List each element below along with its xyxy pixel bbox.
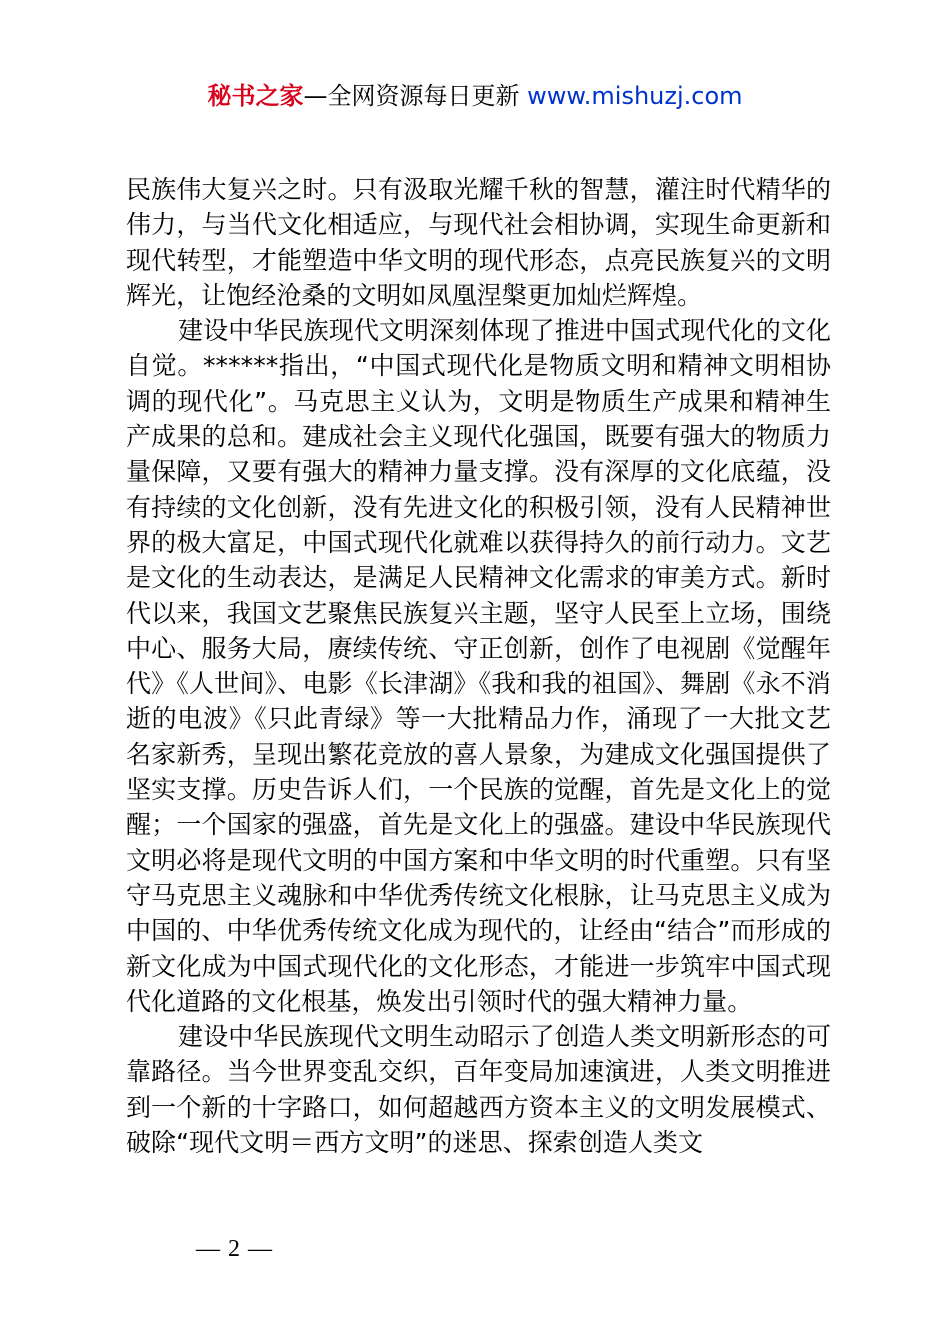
site-header xyxy=(0,80,950,112)
paragraph-1: 民族伟大复兴之时。只有汲取光耀千秋的智慧，灌注时代精华的伟力，与当代文化相适应，与现代社会相协调，实现生命更新和现代转型，才能塑造中华文明的现代形态，点亮民族复兴的文明辉光，让饱经沧桑的文明如凤凰涅槃更加灿烂辉煌。 xyxy=(126,175,831,310)
document-body xyxy=(126,172,831,1160)
page-number: — 2 — xyxy=(196,1236,273,1262)
paragraph-2: 建设中华民族现代文明深刻体现了推进中国式现代化的文化自觉。******指出，“中国式现代化是物质文明和精神文明相协调的现代化”。马克思主义认为，文明是物质生产成果和精神生产成果的总和。建成社会主义现代化强国，既要有强大的物质力量保障，又要有强大的精神力量支撑。没有深厚的文化底蕴，没有持续的文化创新，没有先进文化的积极引领，没有人民精神世界的极大富足，中国式现代化就难以获得持久的前行动力。文艺是文化的生动表达，是满足人民精神文化需求的审美方式。新时代以来，我国文艺聚焦民族复兴主题，坚守人民至上立场，围绕中心、服务大局，赓续传统、守正创新，创作了电视剧《觉醒年代》《人世间》、电影《长津湖》《我和我的祖国》、舞剧《永不消逝的电波》《只此青绿》等一大批精品力作，涌现了一大批文艺名家新秀，呈现出繁花竞放的喜人景象，为建成文化强国提供了坚实支撑。历史告诉人们，一个民族的觉醒，首先是文化上的觉醒；一个国家的强盛，首先是文化上的强盛。建设中华民族现代文明必将是现代文明的中国方案和中华文明的时代重塑。只有坚守马克思主义魂脉和中华优秀传统文化根脉，让马克思主义成为中国的、中华优秀传统文化成为现代的，让经由“结合”而形成的新文化成为中国式现代化的文化形态，才能进一步筑牢中国式现代化道路的文化根基，焕发出引领时代的强大精神力量。 xyxy=(126,316,831,1016)
paragraph-3: 建设中华民族现代文明生动昭示了创造人类文明新形态的可靠路径。当今世界变乱交织，百年变局加速演进，人类文明推进到一个新的十字路口，如何超越西方资本主义的文明发展模式、破除“现代文明＝西方文明”的迷思、探索创造人类文 xyxy=(126,1022,831,1158)
header-slogan: —全网资源每日更新 xyxy=(303,82,528,110)
site-url-link[interactable]: www.mishuzj.com xyxy=(527,82,743,110)
brand-name: 秘书之家 xyxy=(207,82,304,110)
